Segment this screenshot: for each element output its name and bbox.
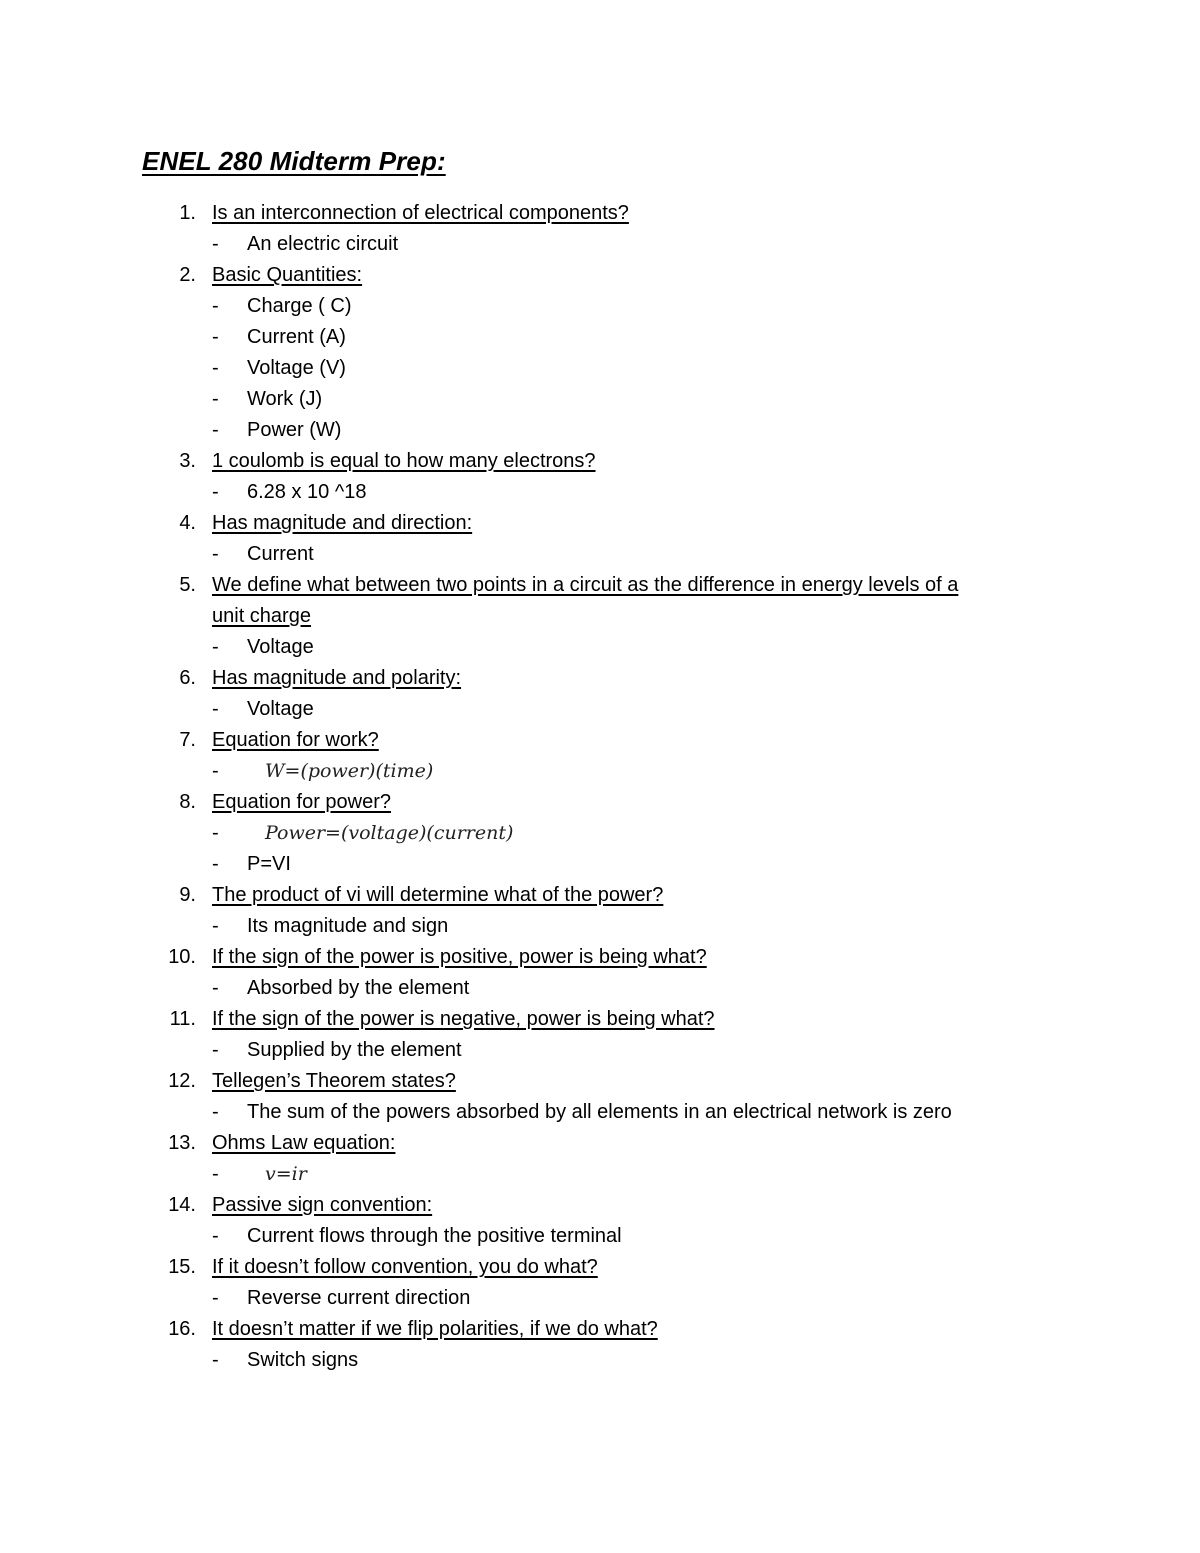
question-text: If the sign of the power is negative, power is being what? [212,1008,715,1030]
answer-row [0,1035,1200,1066]
bullet-dash: - [212,326,219,348]
answer-row [0,477,1200,508]
answer-text: Absorbed by the element [247,977,470,999]
answer-row [0,415,1200,446]
question-number: 12. [168,1070,196,1092]
question-row [0,1128,1200,1159]
bullet-dash: - [212,295,219,317]
answer-text: Charge ( C) [247,295,352,317]
question-text: It doesn’t matter if we flip polarities, if we do what? [212,1318,658,1340]
answer-text: Switch signs [247,1349,359,1371]
question-text: Has magnitude and direction: [212,512,473,534]
equation-text: v=ir [265,1163,307,1185]
bullet-dash: - [212,853,219,875]
question-continuation-row [0,601,1200,632]
equation-row [0,1159,1200,1190]
question-number: 8. [179,791,196,813]
answer-row [0,973,1200,1004]
answer-text: The sum of the powers absorbed by all elements in an electrical network is zero [247,1101,952,1123]
answer-text: Its magnitude and sign [247,915,449,937]
answer-text: Current [247,543,314,565]
question-number: 2. [179,264,196,286]
bullet-dash: - [212,760,219,782]
question-text: If it doesn’t follow convention, you do what? [212,1256,598,1278]
bullet-dash: - [212,1039,219,1061]
answer-row [0,694,1200,725]
question-text: Is an interconnection of electrical components? [212,202,629,224]
equation-row [0,818,1200,849]
equation-row [0,756,1200,787]
bullet-dash: - [212,1287,219,1309]
question-row [0,570,1200,601]
question-number: 7. [179,729,196,751]
question-row [0,260,1200,291]
question-text: Basic Quantities: [212,264,363,286]
answer-text: Supplied by the element [247,1039,462,1061]
answer-row [0,849,1200,880]
bullet-dash: - [212,357,219,379]
bullet-dash: - [212,419,219,441]
answer-row [0,384,1200,415]
question-number: 6. [179,667,196,689]
answer-row [0,1283,1200,1314]
answer-text: Voltage (V) [247,357,346,379]
question-number: 10. [168,946,196,968]
answer-row [0,911,1200,942]
bullet-dash: - [212,915,219,937]
answer-text: 6.28 x 10 ^18 [247,481,367,503]
answer-row [0,291,1200,322]
bullet-dash: - [212,233,219,255]
question-number: 15. [168,1256,196,1278]
answer-text: Reverse current direction [247,1287,471,1309]
question-row [0,1314,1200,1345]
answer-text: Current flows through the positive terminal [247,1225,622,1247]
question-number: 16. [168,1318,196,1340]
answer-text: Power (W) [247,419,342,441]
question-text: Passive sign convention: [212,1194,433,1216]
question-row [0,725,1200,756]
question-text: Equation for power? [212,791,392,813]
question-row [0,880,1200,911]
question-text: Ohms Law equation: [212,1132,396,1154]
question-number: 4. [179,512,196,534]
question-number: 13. [168,1132,196,1154]
answer-text: An electric circuit [247,233,399,255]
bullet-dash: - [212,822,219,844]
answer-row [0,353,1200,384]
bullet-dash: - [212,698,219,720]
bullet-dash: - [212,636,219,658]
bullet-dash: - [212,481,219,503]
question-row [0,787,1200,818]
bullet-dash: - [212,1349,219,1371]
equation-text: Power=(voltage)(current) [265,822,514,844]
answer-row [0,632,1200,663]
question-text: If the sign of the power is positive, power is being what? [212,946,707,968]
bullet-dash: - [212,388,219,410]
question-text: We define what between two points in a circuit as the difference in energy levels of a [212,574,959,596]
bullet-dash: - [212,1163,219,1185]
question-row [0,446,1200,477]
question-row [0,663,1200,694]
answer-row [0,539,1200,570]
question-row [0,1190,1200,1221]
answer-row [0,1221,1200,1252]
question-text: Tellegen’s Theorem states? [212,1070,456,1092]
answer-row [0,1345,1200,1376]
answer-row [0,322,1200,353]
question-text-continued: unit charge [212,605,311,627]
document-title: ENEL 280 Midterm Prep: [142,146,446,176]
question-row [0,1252,1200,1283]
answer-text: Current (A) [247,326,346,348]
bullet-dash: - [212,543,219,565]
question-row [0,942,1200,973]
question-text: Equation for work? [212,729,379,751]
question-row [0,508,1200,539]
question-number: 5. [179,574,196,596]
question-number: 9. [179,884,196,906]
question-number: 11. [169,1008,196,1030]
answer-text: Voltage [247,698,314,720]
answer-row [0,1097,1200,1128]
bullet-dash: - [212,977,219,999]
question-row [0,1066,1200,1097]
answer-text: P=VI [247,853,291,875]
equation-text: W=(power)(time) [265,760,434,782]
question-text: Has magnitude and polarity: [212,667,462,689]
answer-text: Voltage [247,636,314,658]
question-number: 1. [179,202,196,224]
answer-row [0,229,1200,260]
bullet-dash: - [212,1225,219,1247]
question-text: The product of vi will determine what of the power? [212,884,664,906]
question-text: 1 coulomb is equal to how many electrons? [212,450,596,472]
question-number: 3. [179,450,196,472]
question-row [0,198,1200,229]
question-row [0,1004,1200,1035]
answer-text: Work (J) [247,388,323,410]
question-list [0,198,1200,1376]
bullet-dash: - [212,1101,219,1123]
question-number: 14. [168,1194,196,1216]
